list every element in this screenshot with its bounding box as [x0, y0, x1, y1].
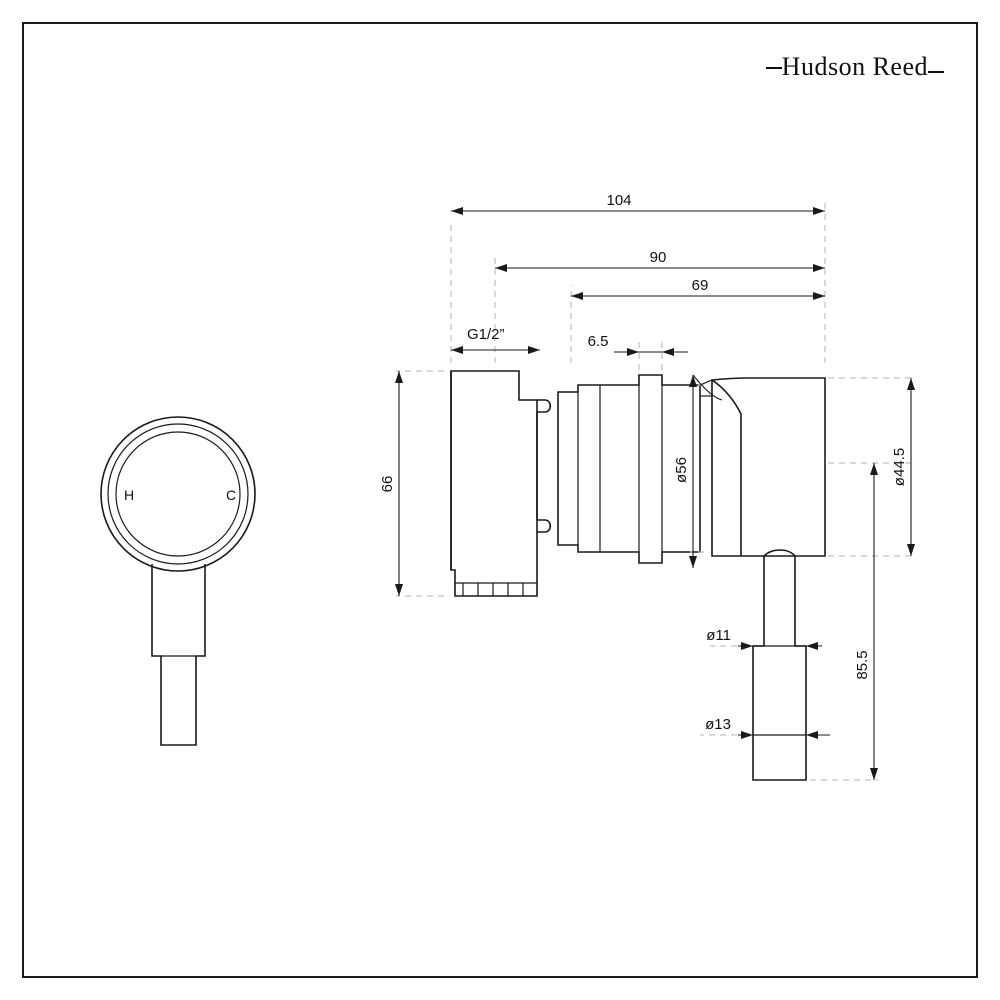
brand-text: Hudson Reed [781, 52, 928, 81]
brand-rule-right [928, 71, 944, 73]
dimension-66-label: 66 [379, 475, 396, 493]
front-view-label-cold: C [226, 487, 237, 503]
dimension-dia-11-label: ø11 [706, 627, 731, 644]
dimension-dia-44-5-label: ø44.5 [891, 447, 908, 487]
dimension-85-5-label: 85.5 [854, 650, 871, 680]
drawing-border [22, 22, 978, 978]
dimension-dia-56-label: ø56 [673, 457, 690, 483]
dimension-dia-13-label: ø13 [705, 716, 731, 733]
brand-rule-left [766, 67, 782, 69]
dimension-104-label: 104 [606, 192, 632, 209]
dimension-90-label: 90 [649, 249, 667, 266]
front-view-label-hot: H [124, 487, 135, 503]
dimension-thread-label: G1/2” [467, 326, 505, 343]
brand-logo [766, 52, 944, 82]
dimension-6-5-label: 6.5 [587, 333, 609, 350]
dimension-69-label: 69 [691, 277, 709, 294]
